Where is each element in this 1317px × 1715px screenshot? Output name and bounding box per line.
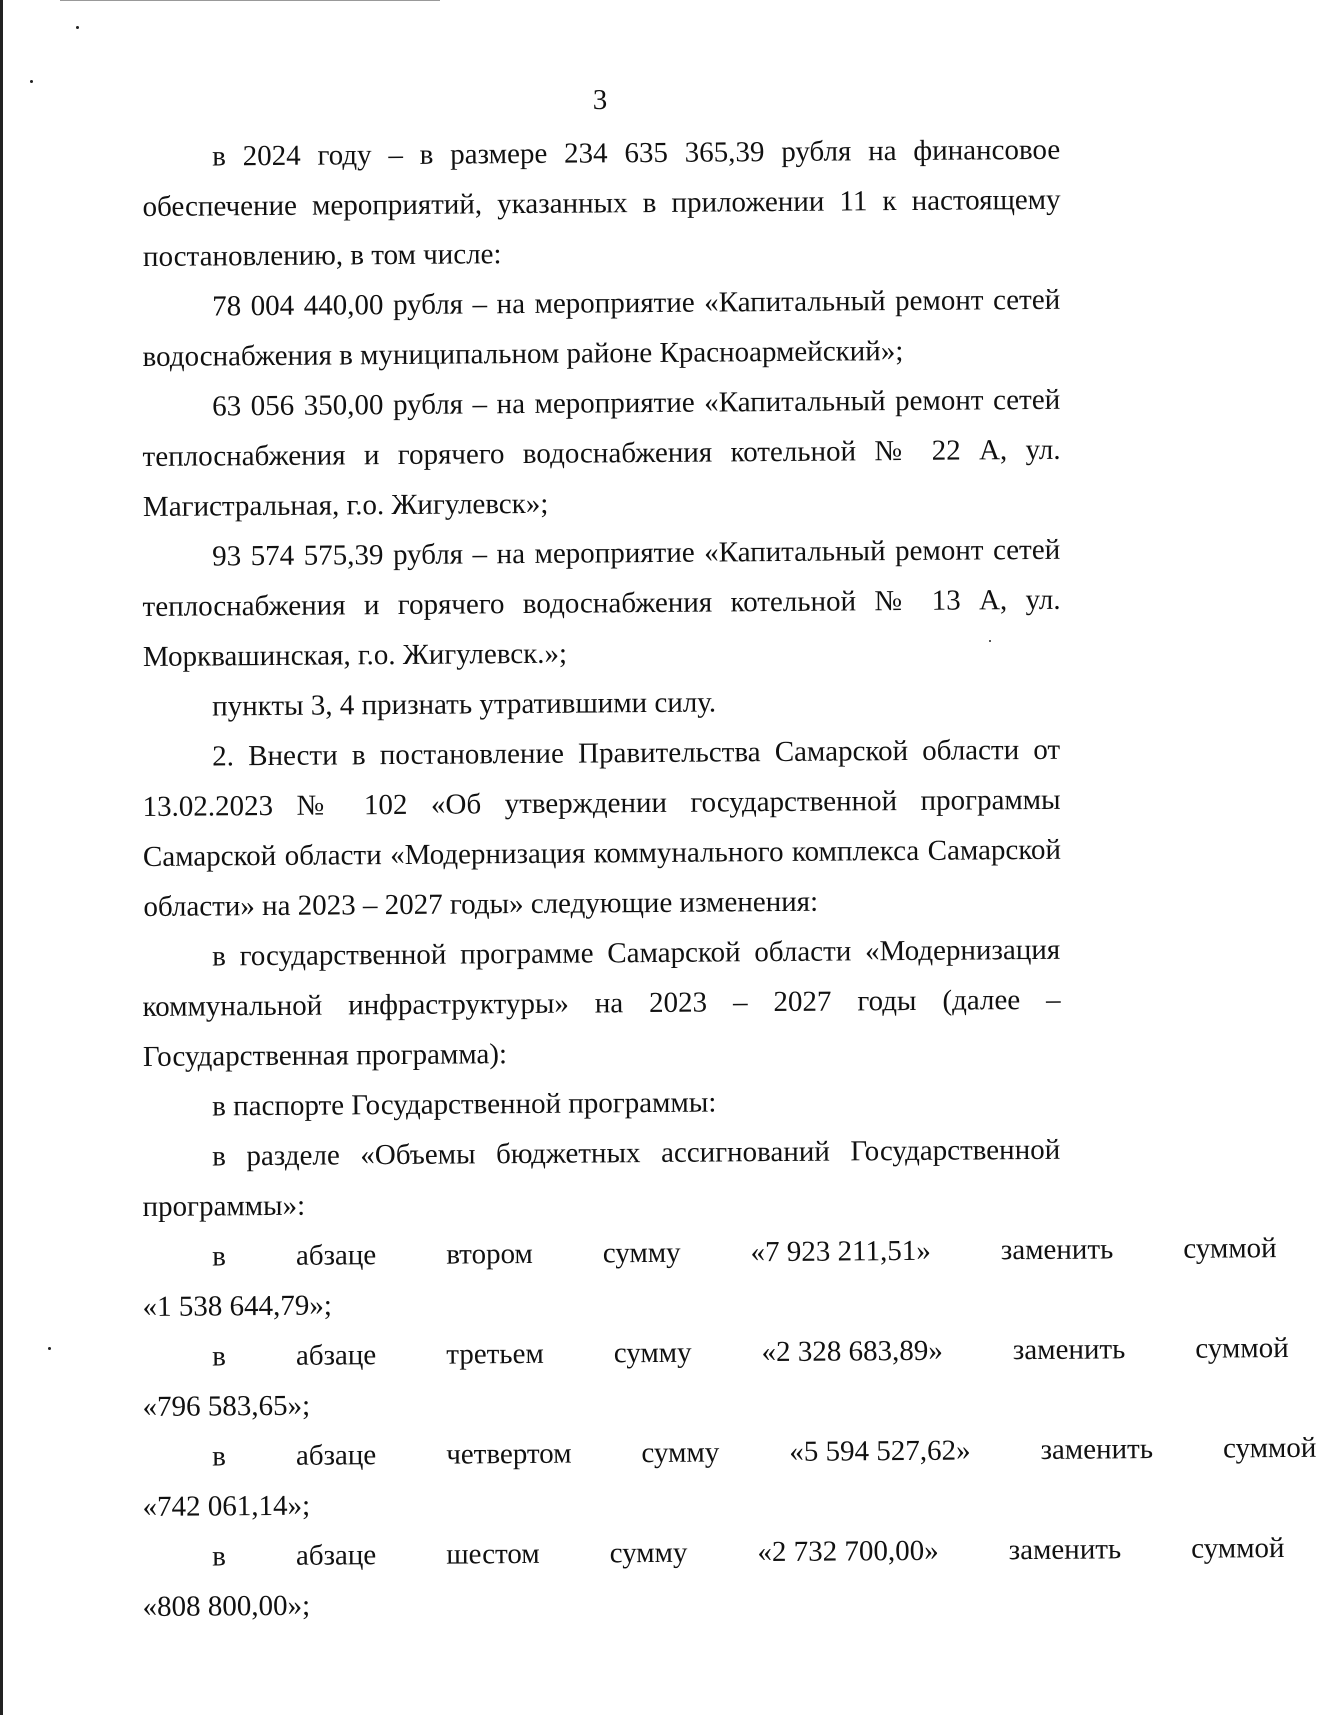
amendment-word: абзаце: [295, 1239, 377, 1272]
amendment-word: четвертом: [446, 1437, 572, 1471]
amendment-word: в: [212, 1440, 227, 1473]
amendment-word: абзаце: [295, 1339, 377, 1372]
paragraph-boiler-13a: 93 574 575,39 рубля – на мероприятие «Капитальный ремонт сетей теплоснабжения и горячего водоснабжения котельной № 13 А, ул. Морквашинская, г.о. Жигулевск.»;: [142, 533, 1061, 673]
amendment-new-sum: «1 538 644,79»;: [142, 1289, 333, 1323]
amendment-word: заменить: [1008, 1533, 1122, 1567]
amendment-word: заменить: [1040, 1433, 1154, 1466]
paragraph-state-program: в государственной программе Самарской области «Модернизация коммунальной инфраструктуры» на 2023 – 2027 годы (далее – Государственная программа):: [142, 933, 1061, 1073]
amendment-item: [142, 1525, 1285, 1632]
amendment-old-sum: «2 328 683,89»: [761, 1334, 943, 1369]
amendment-word: абзаце: [295, 1539, 377, 1572]
amendment-word: суммой: [1183, 1232, 1277, 1265]
amendment-word: сумму: [641, 1436, 720, 1470]
amendment-word: заменить: [1012, 1333, 1126, 1367]
amendment-line: [142, 1225, 1277, 1282]
amendment-word: шестом: [446, 1537, 540, 1571]
paragraph-boiler-22a: 63 056 350,00 рубля – на мероприятие «Капитальный ремонт сетей теплоснабжения и горячего водоснабжения котельной № 22 А, ул. Магистральная, г.о. Жигулевск»;: [142, 383, 1061, 523]
amendment-item: [142, 1225, 1277, 1332]
amendment-new-sum: «808 800,00»;: [142, 1589, 311, 1623]
paragraph-amend-resolution: 2. Внести в постановление Правительства Самарской области от 13.02.2023 № 102 «Об утверждении государственной программы Самарской области «Модернизация коммунального комплекса Самарской области» на 2023 – 2027 годы» следующие изменения:: [142, 733, 1062, 923]
amendment-word: сумму: [613, 1336, 692, 1370]
amendment-word: сумму: [609, 1536, 688, 1570]
amendment-word: в: [212, 1340, 227, 1373]
amendment-line: [142, 1325, 1289, 1382]
paragraph-passport: в паспорте Государственной программы:: [212, 1086, 717, 1123]
paragraph-water-supply-repair: 78 004 440,00 рубля – на мероприятие «Капитальный ремонт сетей водоснабжения в муниципальном районе Красноармейский»;: [142, 283, 1061, 373]
amendment-item: [142, 1425, 1317, 1532]
scan-top-line: [60, 0, 440, 1]
amendment-new-sum: «796 583,65»;: [142, 1389, 311, 1423]
amendment-line: [142, 1425, 1317, 1482]
amendment-word: суммой: [1191, 1532, 1285, 1565]
amendment-old-sum: «5 594 527,62»: [789, 1434, 971, 1468]
amendment-word: заменить: [1000, 1233, 1114, 1267]
amendment-word: втором: [446, 1237, 533, 1271]
scan-speck: [48, 1347, 51, 1350]
page-number: 3: [592, 84, 608, 116]
paragraph-budget-section: в разделе «Объемы бюджетных ассигнований Государственной программы»:: [142, 1133, 1061, 1223]
amendment-word: сумму: [602, 1236, 681, 1270]
amendment-word: суммой: [1195, 1331, 1289, 1365]
amendment-old-sum: «7 923 211,51»: [750, 1234, 931, 1269]
paragraph-points-void: пункты 3, 4 признать утратившими силу.: [212, 686, 717, 723]
scan-edge-shadow: [0, 0, 3, 1715]
amendment-line: [142, 1525, 1285, 1582]
amendment-item: [142, 1325, 1289, 1432]
amendment-new-sum: «742 061,14»;: [142, 1489, 311, 1523]
paragraph-2024-funding: в 2024 году – в размере 234 635 365,39 рубля на финансовое обеспечение мероприятий, указанных в приложении 11 к настоящему постановлению, в том числе:: [142, 133, 1061, 273]
document-body: [142, 132, 1317, 1632]
amendment-word: абзаце: [295, 1439, 377, 1472]
scan-speck: [30, 80, 33, 83]
amendment-word: в: [212, 1240, 227, 1273]
amendment-word: суммой: [1222, 1431, 1317, 1465]
amendment-old-sum: «2 732 700,00»: [757, 1534, 939, 1569]
scan-speck: [76, 26, 79, 29]
amendment-word: третьем: [446, 1337, 544, 1371]
amendment-word: в: [212, 1540, 227, 1573]
